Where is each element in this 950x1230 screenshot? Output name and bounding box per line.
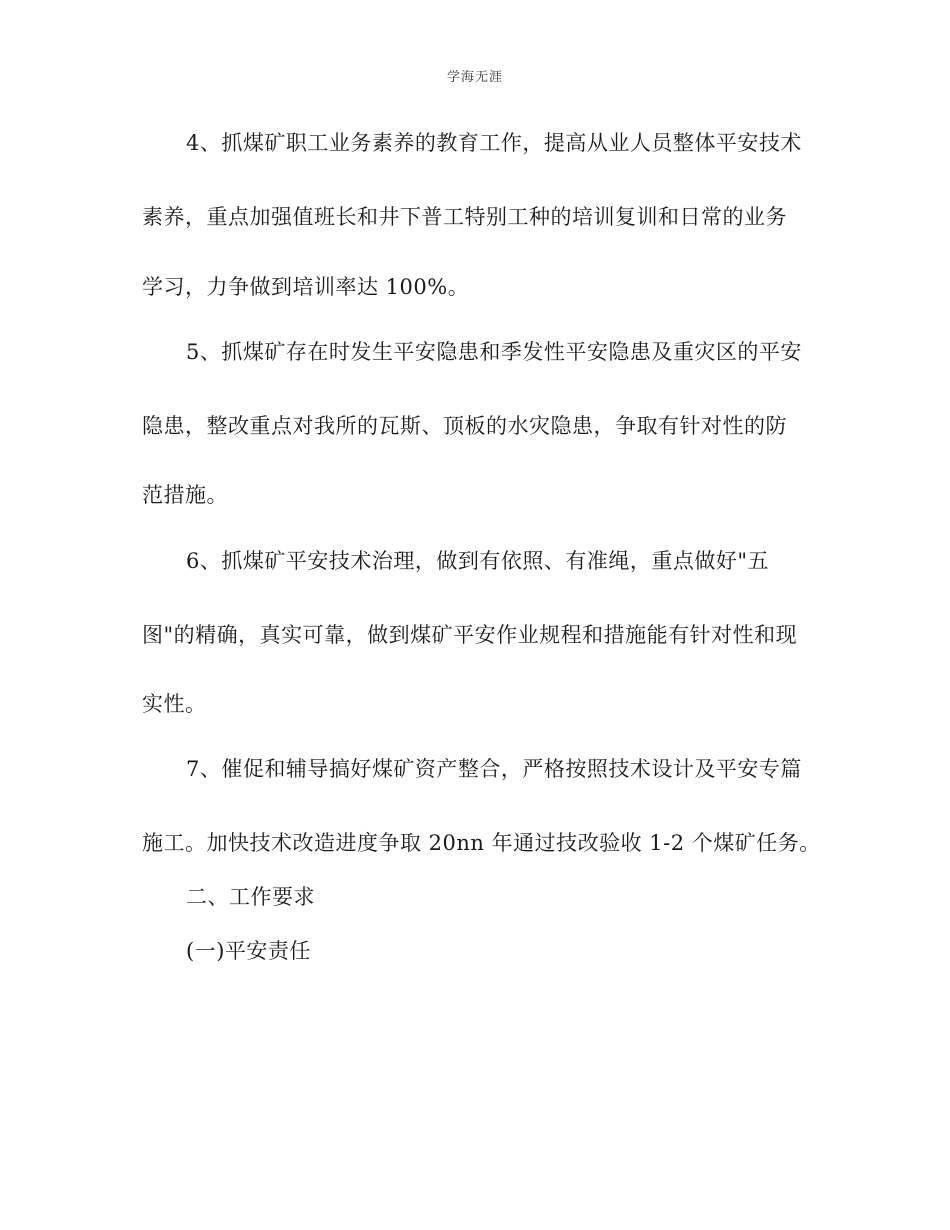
page-header: 学海无涯 (446, 70, 503, 85)
text-line: 施工。加快技术改造进度争取 20nn 年通过技改验收 1-2 个煤矿任务。 (142, 831, 821, 855)
text-line: 6、抓煤矿平安技术治理，做到有依照、有准绳，重点做好"五 (186, 549, 770, 573)
text-line: 7、催促和辅导搞好煤矿资产整合，严格按照技术设计及平安专篇 (186, 757, 802, 781)
text-line: (一)平安责任 (186, 939, 311, 963)
text-line: 学习，力争做到培训率达 100%。 (142, 275, 470, 299)
text-line: 实性。 (142, 692, 207, 716)
text-line: 素养，重点加强值班长和井下普工特别工种的培训复训和日常的业务 (142, 205, 787, 229)
text-line: 范措施。 (142, 483, 228, 507)
text-line: 图"的精确，真实可靠，做到煤矿平安作业规程和措施能有针对性和现 (142, 623, 798, 647)
text-line: 5、抓煤矿存在时发生平安隐患和季发性平安隐患及重灾区的平安 (186, 340, 802, 364)
text-line: 4、抓煤矿职工业务素养的教育工作，提高从业人员整体平安技术 (186, 131, 802, 155)
text-line: 隐患，整改重点对我所的瓦斯、顶板的水灾隐患，争取有针对性的防 (142, 414, 787, 438)
text-line: 二、工作要求 (186, 885, 315, 909)
